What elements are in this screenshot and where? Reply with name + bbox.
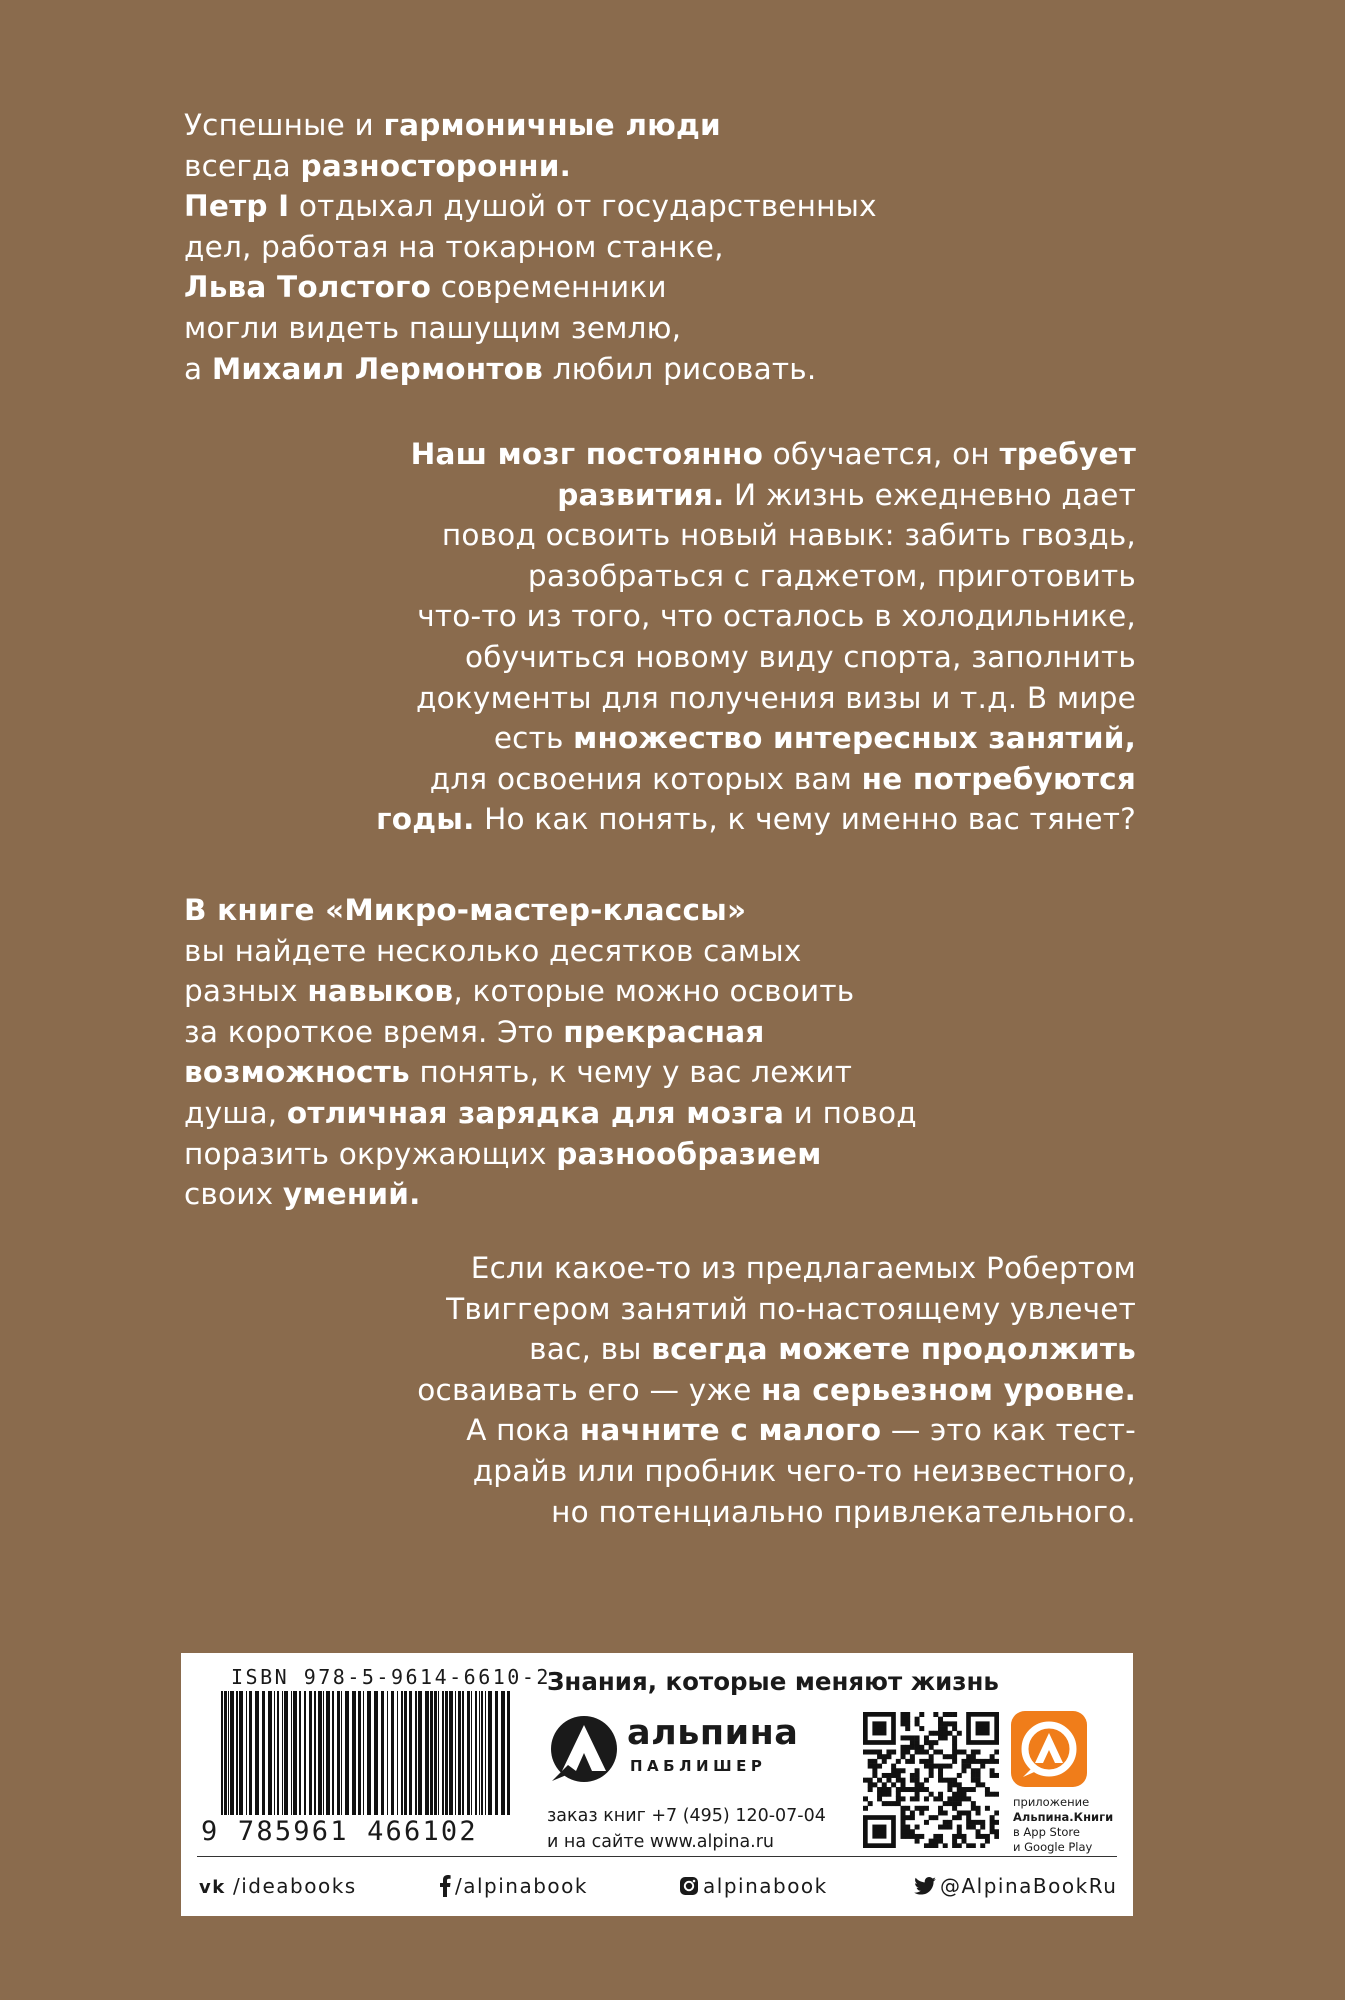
qr-code xyxy=(863,1712,999,1848)
order-info xyxy=(547,1803,826,1855)
text-line xyxy=(184,890,917,931)
order-site: и на сайте www.alpina.ru xyxy=(547,1832,775,1852)
twitter-icon xyxy=(914,1877,936,1895)
paragraph-1 xyxy=(184,105,877,389)
text-run: обучиться новому виду спорта, заполнить xyxy=(465,639,1136,674)
app-line-3: в App Store xyxy=(1013,1825,1080,1839)
social-twitter[interactable] xyxy=(914,1874,1117,1898)
text-run: И жизнь ежедневно дает xyxy=(724,477,1136,512)
text-line xyxy=(417,1289,1136,1330)
text-line xyxy=(184,1052,917,1093)
text-run: Твиггером занятий по-настоящему увлечет xyxy=(446,1291,1136,1326)
app-info xyxy=(1013,1795,1113,1855)
text-line xyxy=(184,971,917,1012)
text-line xyxy=(184,186,877,227)
bold-run: гармоничные люди xyxy=(383,108,721,142)
text-line xyxy=(184,227,877,268)
text-line xyxy=(184,1174,917,1215)
text-run: современники xyxy=(431,270,667,305)
text-run: Если какое-то из предлагаемых Робертом xyxy=(470,1251,1136,1285)
app-line-2: Альпина.Книги xyxy=(1013,1810,1114,1824)
text-run: понять, к чему у вас лежит xyxy=(409,1055,853,1090)
bold-run: Наш мозг постоянно xyxy=(410,437,764,471)
text-line xyxy=(184,267,877,308)
text-line xyxy=(376,475,1136,516)
text-run: что-то из того, что осталось в холодильнике, xyxy=(417,599,1136,634)
text-run: , которые можно освоить xyxy=(453,974,855,1009)
instagram-icon xyxy=(679,1876,699,1896)
text-run: Успешные и xyxy=(184,108,384,142)
text-line xyxy=(184,105,877,146)
text-run: за короткое время. Это xyxy=(184,1014,564,1049)
bold-run: множество интересных занятий, xyxy=(573,721,1136,756)
paragraph-2 xyxy=(376,434,1136,840)
text-run: могли видеть пашущим землю, xyxy=(184,310,682,345)
text-line xyxy=(376,434,1136,475)
text-line xyxy=(376,596,1136,637)
app-line-4: и Google Play xyxy=(1013,1840,1093,1854)
text-line xyxy=(184,1134,917,1175)
text-line xyxy=(184,1012,917,1053)
text-line xyxy=(417,1451,1136,1492)
divider xyxy=(197,1856,1117,1857)
text-run: отдыхал душой от государственных xyxy=(289,189,877,224)
bold-run: умений. xyxy=(282,1177,421,1212)
text-run: и повод xyxy=(784,1095,917,1130)
bold-run: отличная зарядка для мозга xyxy=(286,1095,785,1130)
barcode-digits: 9 785961 466102 xyxy=(201,1816,478,1847)
text-line xyxy=(417,1410,1136,1451)
logo-name: альпина xyxy=(627,1713,799,1753)
order-phone: заказ книг +7 (495) 120-07-04 xyxy=(547,1806,826,1826)
social-vk[interactable] xyxy=(199,1874,357,1898)
text-run: своих xyxy=(184,1177,283,1212)
text-line xyxy=(184,349,877,390)
bold-run: возможность xyxy=(184,1055,410,1090)
alpina-app-icon xyxy=(1011,1711,1087,1787)
text-run: — это как тест- xyxy=(881,1413,1136,1448)
barcode xyxy=(221,1691,521,1815)
bold-run: разнообразием xyxy=(556,1136,822,1171)
text-run: обучается, он xyxy=(763,437,1000,471)
text-run: любил рисовать. xyxy=(543,351,817,386)
text-line xyxy=(184,308,877,349)
text-run: вас, вы xyxy=(529,1332,652,1367)
instagram-handle: alpinabook xyxy=(703,1874,828,1898)
text-run: вы найдете несколько десятков самых xyxy=(184,933,802,968)
text-run: дел, работая на токарном станке, xyxy=(184,229,724,264)
text-run: поразить окружающих xyxy=(184,1136,557,1171)
text-line xyxy=(184,146,877,187)
text-run: повод освоить новый навык: забить гвоздь, xyxy=(441,518,1136,553)
bold-run: В книге «Микро-мастер-классы» xyxy=(184,893,747,927)
facebook-handle: /alpinabook xyxy=(455,1874,588,1898)
text-line xyxy=(376,799,1136,840)
text-line xyxy=(184,931,917,972)
text-run: драйв или пробник чего-то неизвестного, xyxy=(472,1453,1136,1488)
text-line xyxy=(376,678,1136,719)
twitter-handle: @AlpinaBookRu xyxy=(940,1874,1118,1898)
text-line xyxy=(376,515,1136,556)
text-run: А пока xyxy=(466,1413,580,1448)
publisher-panel xyxy=(181,1653,1133,1916)
text-line xyxy=(376,759,1136,800)
text-line xyxy=(184,1093,917,1134)
text-run: разобраться с гаджетом, приготовить xyxy=(527,558,1136,593)
facebook-icon xyxy=(439,1875,451,1897)
app-line-1: приложение xyxy=(1013,1795,1090,1809)
text-run: документы для получения визы и т.д. В мире xyxy=(416,680,1136,715)
social-facebook[interactable] xyxy=(439,1874,588,1898)
bold-run: годы. xyxy=(376,802,475,837)
alpina-logo-icon xyxy=(546,1711,622,1787)
bold-run: прекрасная xyxy=(563,1014,765,1049)
text-run: есть xyxy=(493,721,574,756)
bold-run: разносторонни. xyxy=(300,148,572,183)
bold-run: развития. xyxy=(557,477,725,512)
text-run: осваивать его — уже xyxy=(417,1372,762,1407)
text-line xyxy=(417,1370,1136,1411)
bold-run: Льва Толстого xyxy=(184,270,432,305)
svg-text:vk: vk xyxy=(199,1877,226,1895)
text-line xyxy=(376,637,1136,678)
logo-subtitle: ПАБЛИШЕР xyxy=(630,1757,767,1775)
text-line xyxy=(417,1492,1136,1533)
bold-run: требует xyxy=(999,437,1136,471)
social-instagram[interactable] xyxy=(679,1874,828,1898)
tagline: Знания, которые меняют жизнь xyxy=(547,1667,999,1696)
text-line xyxy=(417,1248,1136,1289)
text-line xyxy=(417,1329,1136,1370)
isbn: ISBN 978-5-9614-6610-2 xyxy=(231,1665,551,1689)
text-run: для освоения которых вам xyxy=(429,761,862,796)
vk-icon xyxy=(199,1877,229,1895)
bold-run: Михаил Лермонтов xyxy=(211,351,543,386)
bold-run: всегда можете продолжить xyxy=(651,1332,1136,1367)
bold-run: навыков xyxy=(307,974,454,1009)
bold-run: на серьезном уровне. xyxy=(761,1372,1136,1407)
text-run: но потенциально привлекательного. xyxy=(551,1494,1136,1529)
text-run: всегда xyxy=(184,148,301,183)
text-run: разных xyxy=(184,974,308,1009)
text-run: а xyxy=(184,351,212,386)
text-run: душа, xyxy=(184,1095,287,1130)
bold-run: не потребуются xyxy=(861,761,1136,796)
paragraph-4 xyxy=(417,1248,1136,1532)
bold-run: Петр I xyxy=(184,189,290,224)
text-run: Но как понять, к чему именно вас тянет? xyxy=(474,802,1136,837)
text-line xyxy=(376,718,1136,759)
paragraph-3 xyxy=(184,890,917,1215)
vk-handle: /ideabooks xyxy=(233,1874,357,1898)
text-line xyxy=(376,556,1136,597)
bold-run: начните с малого xyxy=(579,1413,882,1448)
